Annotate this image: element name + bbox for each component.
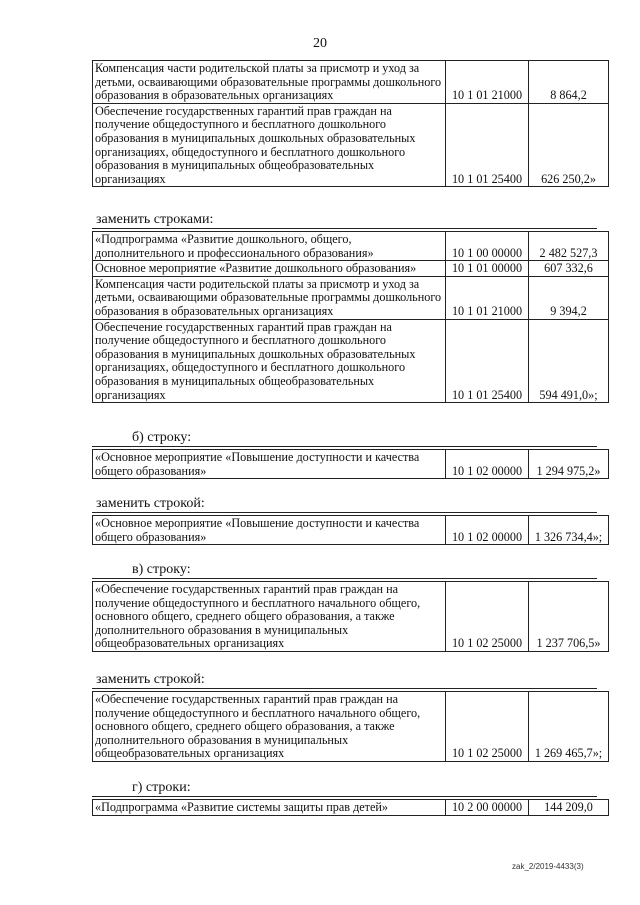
section-label: заменить строкой: <box>92 672 597 689</box>
section-label: заменить строкой: <box>92 496 597 513</box>
row-name-cell <box>93 276 446 319</box>
row-amount-cell: 1 269 465,7»; <box>529 692 609 762</box>
budget-table-replacement-b <box>92 515 609 545</box>
section-v-block <box>92 562 601 652</box>
budget-table-section-b <box>92 449 609 479</box>
row-name-text: «Основное мероприятие «Повышение доступности и качества общего образования» <box>95 450 420 478</box>
row-name-cell <box>93 516 446 545</box>
table-row <box>93 582 609 652</box>
section-label: г) строки: <box>92 780 597 797</box>
section-label: б) строку: <box>92 430 597 447</box>
row-code-cell: 10 1 02 00000 <box>446 516 529 545</box>
budget-table-section-g <box>92 799 609 816</box>
replace-rows-block <box>92 212 597 403</box>
budget-table-continuation <box>92 60 609 187</box>
row-code-cell: 10 1 01 25400 <box>446 103 529 187</box>
row-name-cell <box>93 692 446 762</box>
budget-table-replacement <box>92 231 609 403</box>
row-code-cell: 10 1 01 21000 <box>446 61 529 104</box>
row-amount-cell: 9 394,2 <box>529 276 609 319</box>
row-name-text: «Подпрограмма «Развитие дошкольного, общего, дополнительного и профессионального образования» <box>95 232 374 260</box>
section-label: заменить строками: <box>92 212 597 229</box>
row-amount-cell: 594 491,0»; <box>529 319 609 403</box>
table-row <box>93 276 609 319</box>
table-row <box>93 61 609 104</box>
row-code-cell: 10 1 02 25000 <box>446 582 529 652</box>
table-row <box>93 800 609 816</box>
page-number: 20 <box>313 36 327 51</box>
row-code-cell: 10 1 01 21000 <box>446 276 529 319</box>
row-name-text: «Обеспечение государственных гарантий прав граждан на получение общедоступного и бесплатного начального общего, основного общего, среднего общего образования, а также дополнительного образования в муниципальных общеобразовательных организациях <box>95 692 421 761</box>
row-name-text: Обеспечение государственных гарантий прав граждан на получение общедоступного и бесплатного дошкольного образования в муниципальных дошкольных образовательных организациях, общедоступного и бесплатного дошкольного образования в муниципальных общеобразовательных организациях <box>95 103 416 186</box>
row-name-cell <box>93 61 446 104</box>
budget-table-section-v <box>92 581 609 652</box>
row-amount-cell: 1 237 706,5» <box>529 582 609 652</box>
row-name-cell <box>93 232 446 261</box>
table-row <box>93 103 609 187</box>
row-amount-cell: 626 250,2» <box>529 103 609 187</box>
row-name-cell <box>93 261 446 277</box>
row-name-cell <box>93 319 446 403</box>
row-name-cell <box>93 450 446 479</box>
row-name-cell <box>93 800 446 816</box>
section-g-block <box>92 780 597 816</box>
row-amount-cell: 1 294 975,2» <box>529 450 609 479</box>
row-name-text: Компенсация части родительской платы за присмотр и уход за детьми, осваивающими образовательные программы дошкольного образования в образовательных организациях <box>95 61 442 103</box>
row-amount-cell: 2 482 527,3 <box>529 232 609 261</box>
row-code-cell: 10 1 01 00000 <box>446 261 529 277</box>
table-row <box>93 692 609 762</box>
row-name-text: «Подпрограмма «Развитие системы защиты прав детей» <box>95 800 389 814</box>
row-name-text: «Основное мероприятие «Повышение доступности и качества общего образования» <box>95 516 420 544</box>
row-code-cell: 10 2 00 00000 <box>446 800 529 816</box>
table-row <box>93 516 609 545</box>
table-continuation-block <box>92 60 597 187</box>
document-footer-code: zak_2/2019-4433(3) <box>512 862 584 871</box>
row-name-text: Компенсация части родительской платы за присмотр и уход за детьми, осваивающими образовательные программы дошкольного образования в образовательных организациях <box>95 276 442 318</box>
row-name-text: Основное мероприятие «Развитие дошкольного образования» <box>95 261 417 276</box>
row-amount-cell: 8 864,2 <box>529 61 609 104</box>
replace-row-v-block <box>92 672 603 762</box>
row-amount-cell: 144 209,0 <box>529 800 609 816</box>
row-name-cell <box>93 582 446 652</box>
replace-row-b-block <box>92 496 603 545</box>
table-row <box>93 232 609 261</box>
budget-table-replacement-v <box>92 691 609 762</box>
row-name-text: Обеспечение государственных гарантий прав граждан на получение общедоступного и бесплатного дошкольного образования в муниципальных дошкольных образовательных организациях, общедоступного и бесплатного дошкольного образования в муниципальных общеобразовательных организациях <box>95 319 416 402</box>
row-amount-cell: 1 326 734,4»; <box>529 516 609 545</box>
section-b-block <box>92 430 601 479</box>
row-code-cell: 10 1 00 00000 <box>446 232 529 261</box>
row-name-text: «Обеспечение государственных гарантий прав граждан на получение общедоступного и бесплатного начального общего, основного общего, среднего общего образования, а также дополнительного образования в муниципальных общеобразовательных организациях <box>95 582 421 651</box>
row-code-cell: 10 1 02 25000 <box>446 692 529 762</box>
table-row <box>93 450 609 479</box>
table-row <box>93 319 609 403</box>
row-code-cell: 10 1 02 00000 <box>446 450 529 479</box>
row-amount-cell: 607 332,6 <box>529 261 609 277</box>
row-code-cell: 10 1 01 25400 <box>446 319 529 403</box>
section-label: в) строку: <box>92 562 597 579</box>
row-name-cell <box>93 103 446 187</box>
table-row <box>93 261 609 277</box>
